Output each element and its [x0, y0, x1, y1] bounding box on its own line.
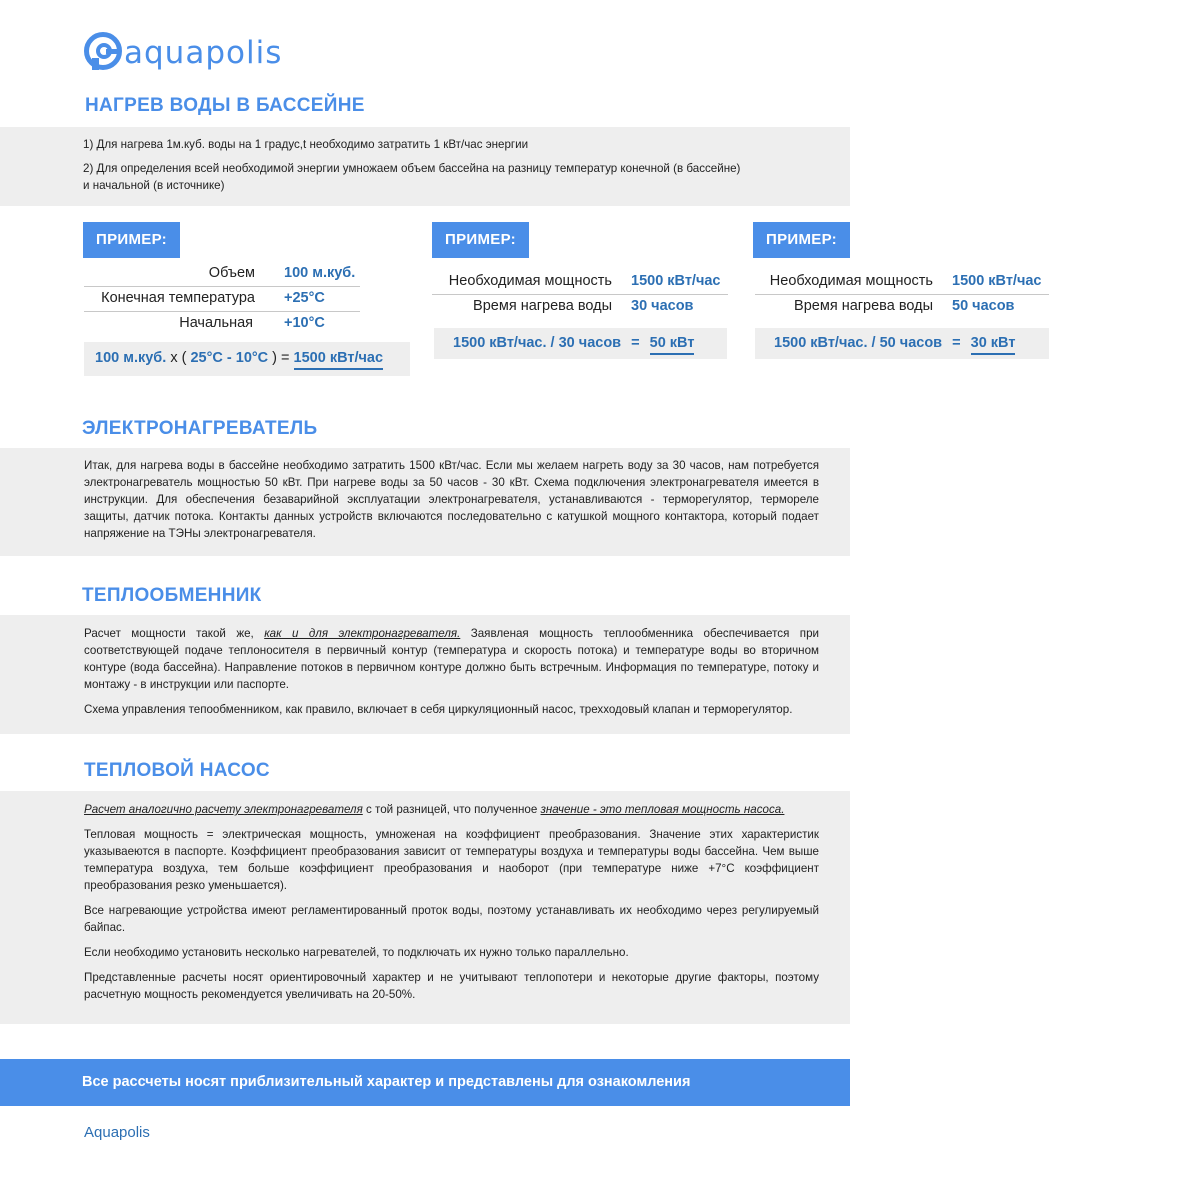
section-title-electric-heater: ЭЛЕКТРОНАГРЕВАТЕЛЬ	[82, 418, 318, 439]
heat-pump-value-link[interactable]: значение - это тепловая мощность насоса.	[540, 803, 785, 816]
footer-note: Все рассчеты носят приблизительный характер и представлены для ознакомления	[82, 1074, 691, 1090]
section-title-heat-pump: ТЕПЛОВОЙ НАСОС	[84, 760, 270, 781]
example-1-calculation: 100 м.куб. х ( 25°С - 10°С ) = 1500 кВт/час	[84, 342, 410, 376]
heat-pump-paragraph-5: Представленные расчеты носят ориентировочный характер и не учитывают теплопотери и некоторые другие факторы, поэтому расчетную мощность рекомендуется увеличивать на 20-50%.	[84, 971, 819, 1001]
intro-line-2b: и начальной (в источнике)	[83, 179, 225, 192]
electric-heater-band	[0, 448, 850, 556]
heat-pump-paragraph-1: Расчет аналогично расчету электронагревателя с той разницей, что полученное значение - это тепловая мощность насоса.	[84, 803, 785, 816]
example-3-badge: ПРИМЕР:	[753, 222, 850, 258]
electric-heater-link[interactable]: как и для электронагревателя.	[264, 627, 461, 640]
heat-pump-paragraph-2: Тепловая мощность = электрическая мощность, умноженая на коэффициент преобразования. Значение этих характеристик указываеются в паспорте. Коэффициент преобразования зависит от температуры воздуха и температуры воды бассейна. Чем выше температура воздуха, тем больше коэффициент преобразования и наоборот (при температуре ниже +7°С коэффициент преобразования резко уменьшается).	[84, 828, 819, 892]
heat-pump-paragraph-4: Если необходимо установить несколько нагревателей, то подключать их нужно только параллельно.	[84, 946, 629, 959]
heat-pump-band	[0, 791, 850, 1024]
heat-pump-calc-link[interactable]: Расчет аналогично расчету электронагревателя	[84, 803, 363, 816]
heat-exchanger-paragraph-1: Расчет мощности такой же, как и для электронагревателя. Заявленая мощность теплообменника обеспечивается при соответствующей подаче теплоносителя в первичный контур (температура и скорость потока) и температуре воды во вторичном контуре (вода бассейна). Направление потоков в первичном контуре должно быть встречным. Информация по температуре, потоку и монтажу - в инструкции или паспорте.	[84, 627, 819, 691]
footer-brand-link[interactable]: Aquapolis	[84, 1124, 150, 1141]
section-title-heating: НАГРЕВ ВОДЫ В БАССЕЙНЕ	[85, 95, 365, 116]
section-title-heat-exchanger: ТЕПЛООБМЕННИК	[82, 585, 262, 606]
intro-line-1: 1) Для нагрева 1м.куб. воды на 1 градус,t необходимо затратить 1 кВт/час энергии	[83, 138, 529, 151]
heat-exchanger-paragraph-2: Схема управления тепообменником, как правило, включает в себя циркуляционный насос, трехходовый клапан и терморегулятор.	[84, 703, 793, 716]
logo-mark-icon	[84, 32, 122, 70]
electric-heater-paragraph: Итак, для нагрева воды в бассейне необходимо затратить 1500 кВт/час. Если мы желаем нагреть воду за 30 часов, нам потребуется электронагреватель мощностью 50 кВт. При нагреве воды за 50 часов - 30 кВт. Схема подключения электронагревателя имеется в инструкции. Для обеспечения безаварийной эксплуатации электронагревателя, устанавливаются - терморегулятор, термореле защиты, датчик потока. Контакты данных устройств включаются последовательно с катушкой мощного контактора, который подает напряжение на ТЭНы электронагревателя.	[84, 459, 819, 540]
logo-text: aquapolis	[124, 35, 283, 71]
example-3-result: 30 кВт	[971, 335, 1016, 355]
footer-bar	[0, 1059, 850, 1106]
example-2-calculation: 1500 кВт/час. / 30 часов = 50 кВт	[434, 328, 727, 359]
example-3-calculation: 1500 кВт/час. / 50 часов = 30 кВт	[755, 328, 1049, 359]
intro-line-2a: 2) Для определения всей необходимой энергии умножаем объем бассейна на разницу температур конечной (в бассейне)	[83, 162, 741, 175]
intro-band	[0, 127, 850, 206]
example-1-result: 1500 кВт/час	[294, 350, 384, 370]
example-1-badge: ПРИМЕР:	[83, 222, 180, 258]
example-2-badge: ПРИМЕР:	[432, 222, 529, 258]
example-2-result: 50 кВт	[650, 335, 695, 355]
heat-exchanger-band	[0, 615, 850, 734]
logo[interactable]	[84, 26, 282, 70]
heat-pump-paragraph-3: Все нагревающие устройства имеют регламентированный проток воды, поэтому устанавливать их необходимо через регулируемый байпас.	[84, 904, 819, 934]
